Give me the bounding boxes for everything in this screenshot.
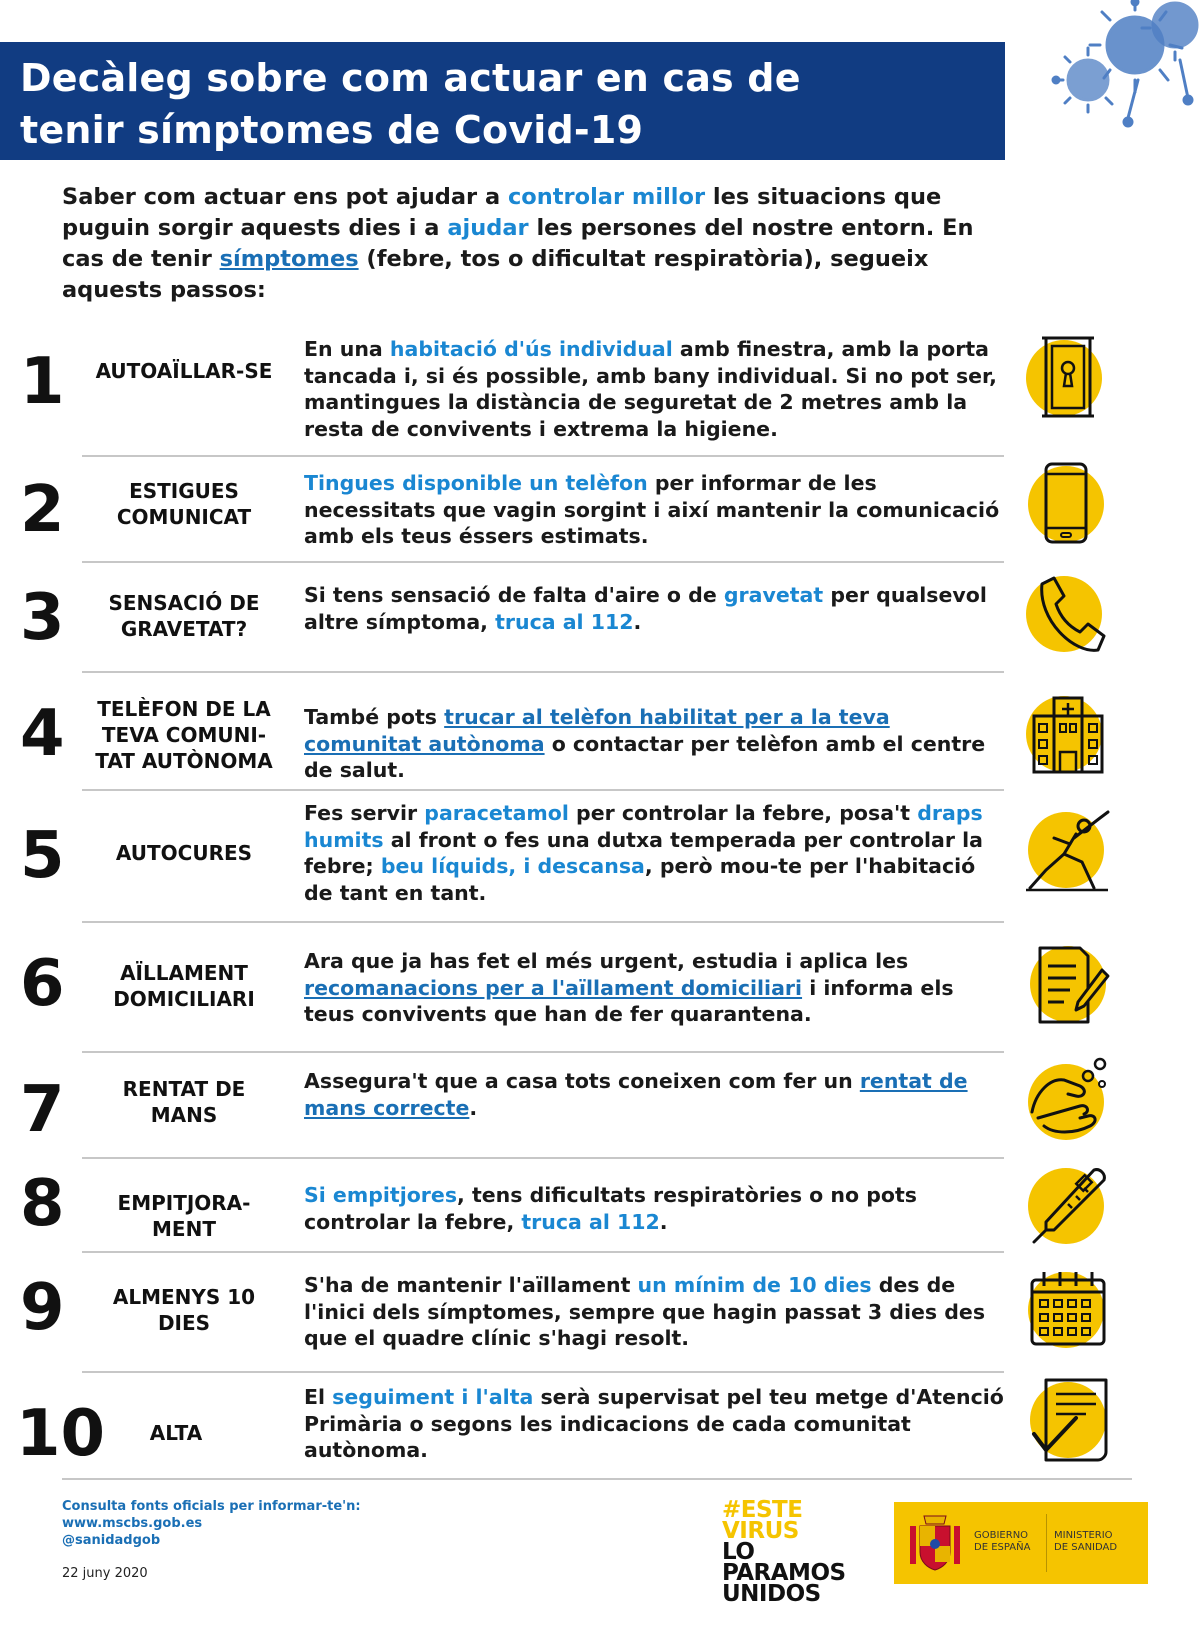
hospital-icon [1024,690,1112,778]
coat-of-arms-icon [904,1512,966,1574]
divider [82,1251,1004,1253]
step-description: Si tens sensació de falta d'aire o de gravetat per qualsevol altre símptoma, truca al 112. [304,583,987,634]
step-number: 9 [20,1271,65,1345]
document-pen-icon [1024,940,1112,1028]
step-description: En una habitació d'ús individual amb finestra, amb la porta tancada i, si és possible, amb bany individual. Si no pot ser, mantingues la distància de seguretat de 2 metres amb la resta de convivents i extrema la higiene. [304,337,997,441]
divider [82,1157,1004,1159]
step-number: 1 [20,345,65,419]
step-number: 3 [20,581,65,655]
step-label: TELÈFON DE LA TEVA COMUNI- TAT AUTÒNOMA [95,697,273,773]
step-number: 5 [20,819,65,893]
website-link[interactable]: www.mscbs.gob.es [62,1516,203,1531]
step-number: 10 [16,1397,106,1471]
step-description: El seguiment i l'alta serà supervisat pel teu metge d'Atenció Primària o segons les indicacions de cada comunitat autònoma. [304,1385,1004,1462]
divider [82,1051,1004,1053]
step-number: 4 [20,697,65,771]
step-description: Ara que ja has fet el més urgent, estudia i aplica les recomanacions per a l'aïllament domiciliari i informa els teus convivents que han de fer quarantena. [304,949,954,1026]
step-number: 2 [20,473,65,547]
step-label: ESTIGUES COMUNICAT [116,479,252,529]
symptoms-link[interactable]: símptomes [219,246,359,272]
hand-washing-icon [1024,1056,1112,1144]
gobierno-label: GOBIERNO DE ESPAÑA [974,1530,1031,1553]
intro-highlight: controlar millor [507,184,706,210]
regional-phone-link[interactable]: trucar al telèfon habilitat per a la teva comunitat autònoma [304,705,890,756]
step-label: ALMENYS 10 DIES [112,1285,256,1335]
step-description: S'ha de mantenir l'aïllament un mínim de 10 dies des de l'inici dels símptomes, sempre que hagin passat 3 dies des que el quadre clínic s'hagi resolt. [304,1273,986,1350]
handwashing-link[interactable]: rentat de mans correcte [304,1069,968,1120]
step-description: Si empitjores, tens dificultats respiratòries o no pots controlar la febre, truca al 112. [304,1183,917,1234]
step-number: 6 [20,947,65,1021]
step-label: RENTAT DE MANS [122,1077,246,1127]
intro-highlight: ajudar [447,215,529,241]
checklist-icon [1024,1376,1112,1464]
divider [82,671,1004,673]
step-label: AUTOCURES [115,841,253,865]
divider [82,1371,1004,1373]
mobile-phone-icon [1024,460,1112,548]
footer-divider [62,1478,1132,1480]
intro-paragraph: Saber com actuar ens pot ajudar a controlar millor les situacions que puguin sorgir aquests dies i a ajudar les persones del nostre entorn. En cas de tenir símptomes (febre, tos o dificultat respiratòria), segueix aquests passos: [62,184,974,303]
step-description: Tingues disponible un telèfon per informar de les necessitats que vagin sorgint i així mantenir la comunicació amb els teus éssers estimats. [304,471,1000,548]
step-number: 8 [20,1167,65,1241]
campaign-slogan: #ESTE VIRUS LO PARAMOS UNIDOS [722,1497,846,1607]
publication-date: 22 juny 2020 [62,1566,148,1581]
virus-illustration-icon [1010,0,1200,150]
step-label: AUTOAÏLLAR-SE [95,359,273,383]
stretching-person-icon [1024,808,1112,896]
step-label: AÏLLAMENT DOMICILIARI [113,961,255,1011]
step-description: Assegura't que a casa tots coneixen com fer un rentat de mans correcte. [304,1069,968,1120]
page-title: Decàleg sobre com actuar en cas de tenir símptomes de Covid-19 [20,56,801,152]
phone-handset-icon [1024,570,1112,658]
title-banner [0,42,1005,160]
step-label: SENSACIÓ DE GRAVETAT? [108,591,260,641]
home-isolation-link[interactable]: recomanacions per a l'aïllament domiciliari [304,975,803,1000]
divider [82,561,1004,563]
government-logo [894,1502,1148,1584]
twitter-handle-link[interactable]: @sanidadgob [62,1533,161,1548]
door-lock-icon [1024,334,1112,422]
step-description: També pots trucar al telèfon habilitat per a la teva comunitat autònoma o contactar per telèfon amb el centre de salut. [304,705,986,782]
footer-sources: Consulta fonts oficials per informar-te'n: www.mscbs.gob.es @sanidadgob [62,1499,361,1548]
thermometer-icon [1024,1164,1112,1252]
divider [82,921,1004,923]
divider [82,455,1004,457]
logo-separator [1046,1514,1047,1572]
calendar-icon [1024,1266,1112,1354]
step-description: Fes servir paracetamol per controlar la febre, posa't draps humits al front o fes una dutxa temperada per controlar la febre; beu líquids, i descansa, però mou-te per l'habitació de tant en tant. [304,801,984,905]
step-label: ALTA [149,1421,203,1445]
step-label: EMPITJORA- MENT [117,1191,251,1241]
ministerio-label: MINISTERIO DE SANIDAD [1054,1530,1118,1553]
step-number: 7 [20,1073,65,1147]
divider [82,789,1004,791]
